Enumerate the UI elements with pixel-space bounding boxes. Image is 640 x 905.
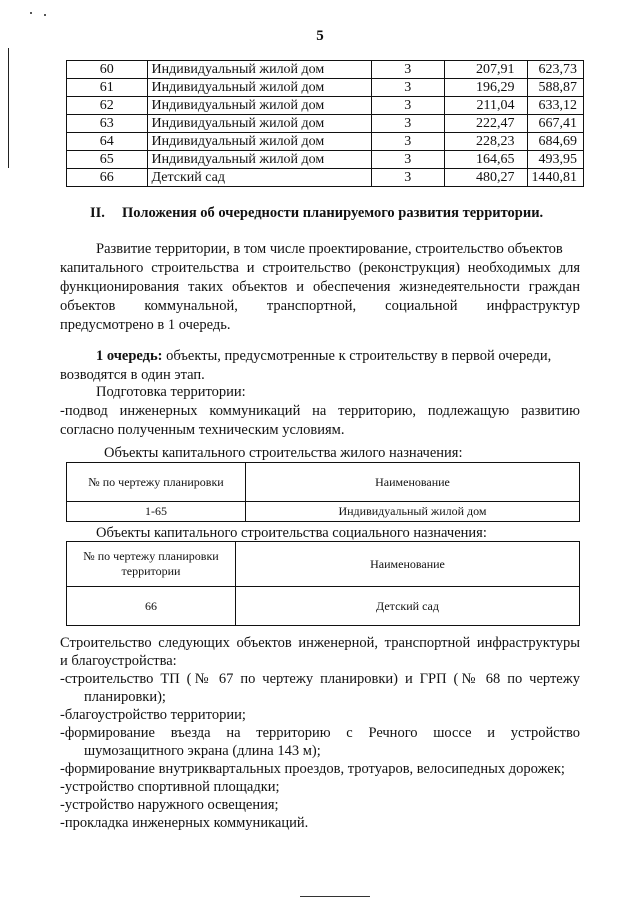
residential-row-name: Индивидуальный жилой дом xyxy=(246,502,580,522)
table-cell: 588,87 xyxy=(527,79,584,97)
stage1-line2: возводятся в один этап. xyxy=(60,367,205,383)
social-col1-line1: № по чертежу планировки xyxy=(83,549,219,563)
table-cell: Индивидуальный жилой дом xyxy=(147,151,371,169)
table-cell: 3 xyxy=(371,97,444,115)
residential-col1-header: № по чертежу планировки xyxy=(67,463,246,502)
scan-dot xyxy=(44,14,46,16)
table-cell: 61 xyxy=(67,79,148,97)
table-cell: 62 xyxy=(67,97,148,115)
table-row xyxy=(67,151,584,169)
table-cell: 66 xyxy=(67,169,148,187)
stage1-line xyxy=(96,347,580,366)
scan-margin-line xyxy=(8,48,9,168)
infra-line: Строительство следующих объектов инженерной, транспортной инфраструктуры xyxy=(60,635,580,651)
intro-line: капитального строительства и строительство (реконструкция) необходимых для xyxy=(60,260,580,276)
social-col1-line2: территории xyxy=(121,564,181,578)
stage1-label: 1 очередь: xyxy=(96,348,163,364)
table-cell: 667,41 xyxy=(527,115,584,133)
infra-line: -благоустройство территории; xyxy=(60,707,246,723)
table-row xyxy=(67,115,584,133)
table-cell: 633,12 xyxy=(527,97,584,115)
intro-line: Развитие территории, в том числе проектирование, строительство объектов xyxy=(96,241,563,257)
table-cell: 3 xyxy=(371,61,444,79)
table-cell: 228,23 xyxy=(444,133,527,151)
page-number: 5 xyxy=(316,28,324,44)
table-cell: Индивидуальный жилой дом xyxy=(147,97,371,115)
table-cell: 222,47 xyxy=(444,115,527,133)
table-cell: Индивидуальный жилой дом xyxy=(147,133,371,151)
social-table xyxy=(66,541,580,626)
table-cell: 3 xyxy=(371,133,444,151)
infra-line: -устройство спортивной площадки; xyxy=(60,779,280,795)
table-cell: 3 xyxy=(371,169,444,187)
bottom-rule xyxy=(300,896,370,897)
intro-line: функционирования таких объектов и обеспечения жизнедеятельности граждан xyxy=(60,279,580,295)
stage1-text: объекты, предусмотренные к строительству в первой очереди, xyxy=(162,348,552,364)
residential-col2-header: Наименование xyxy=(246,463,580,502)
table-cell: 63 xyxy=(67,115,148,133)
infra-line: планировки); xyxy=(84,689,166,705)
social-caption: Объекты капитального строительства социального назначения: xyxy=(96,525,487,541)
table-cell: 3 xyxy=(371,79,444,97)
table-row xyxy=(67,97,584,115)
residential-table xyxy=(66,462,580,522)
prep-title: Подготовка территории: xyxy=(96,384,246,400)
table-row xyxy=(67,61,584,79)
table-cell: 164,65 xyxy=(444,151,527,169)
table-cell: 684,69 xyxy=(527,133,584,151)
table-row xyxy=(67,79,584,97)
intro-line: объектов коммунальной, транспортной, социальной инфраструктур xyxy=(60,298,580,314)
infra-line: и благоустройства: xyxy=(60,653,177,669)
table-cell: 3 xyxy=(371,115,444,133)
table-cell: 211,04 xyxy=(444,97,527,115)
section-heading xyxy=(90,205,543,222)
prep-line2: согласно полученным техническим условиям. xyxy=(60,422,345,438)
objects-table xyxy=(66,60,584,187)
table-cell: 64 xyxy=(67,133,148,151)
table-cell: Индивидуальный жилой дом xyxy=(147,61,371,79)
table-row xyxy=(67,133,584,151)
infra-line: шумозащитного экрана (длина 143 м); xyxy=(84,743,321,759)
table-row xyxy=(67,169,584,187)
infra-line: -формирование внутриквартальных проездов, тротуаров, велосипедных дорожек; xyxy=(60,761,565,777)
intro-line: предусмотрено в 1 очередь. xyxy=(60,317,231,333)
table-cell: Индивидуальный жилой дом xyxy=(147,79,371,97)
infra-line: -прокладка инженерных коммуникаций. xyxy=(60,815,309,831)
table-cell: 480,27 xyxy=(444,169,527,187)
table-cell: 65 xyxy=(67,151,148,169)
table-cell: 493,95 xyxy=(527,151,584,169)
table-cell: 3 xyxy=(371,151,444,169)
prep-line: -подвод инженерных коммуникаций на территорию, подлежащую развитию xyxy=(60,403,580,419)
residential-row-num: 1-65 xyxy=(67,502,246,522)
table-cell: 623,73 xyxy=(527,61,584,79)
table-cell: Индивидуальный жилой дом xyxy=(147,115,371,133)
social-row-name: Детский сад xyxy=(236,587,580,626)
infra-line: -строительство ТП (№ 67 по чертежу планировки) и ГРП (№ 68 по чертежу xyxy=(60,671,580,687)
table-cell: Детский сад xyxy=(147,169,371,187)
scan-dot xyxy=(30,12,32,14)
section-title: Положения об очередности планируемого развития территории. xyxy=(122,205,544,221)
infra-line: -устройство наружного освещения; xyxy=(60,797,279,813)
table-cell: 196,29 xyxy=(444,79,527,97)
table-cell: 1440,81 xyxy=(527,169,584,187)
social-row-num: 66 xyxy=(67,587,236,626)
table-cell: 60 xyxy=(67,61,148,79)
social-col1-header xyxy=(67,542,236,587)
infra-line: -формирование въезда на территорию с Речного шоссе и устройство xyxy=(60,725,580,741)
section-number: II. xyxy=(90,205,105,221)
social-col2-header: Наименование xyxy=(236,542,580,587)
residential-caption: Объекты капитального строительства жилого назначения: xyxy=(104,445,463,461)
table-cell: 207,91 xyxy=(444,61,527,79)
